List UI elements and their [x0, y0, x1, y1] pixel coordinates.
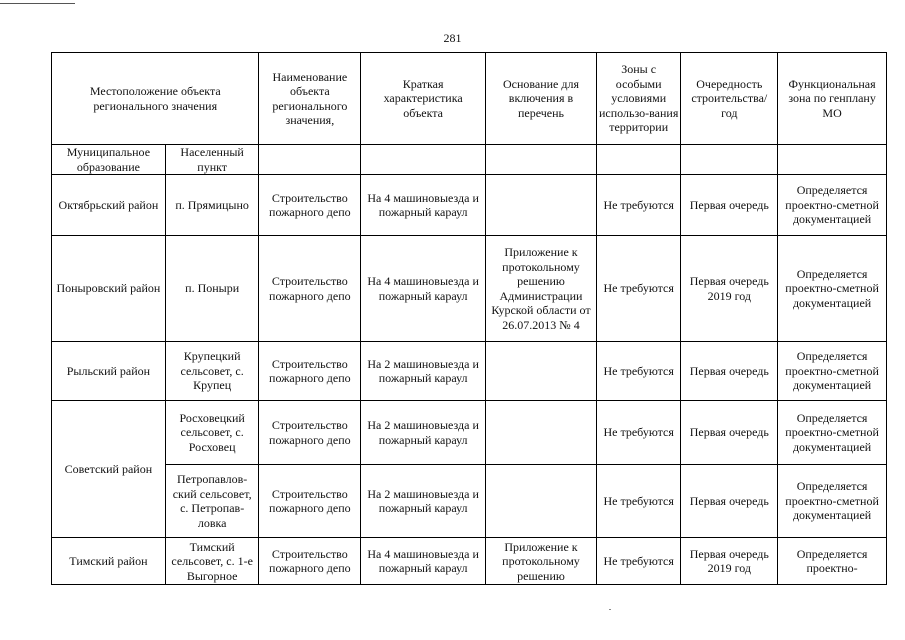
header-basis: Основание для включения в перечень [486, 53, 597, 145]
header-name: Наименование объекта регионального значения, [259, 53, 361, 145]
characteristic-cell: На 4 машиновыезда и пожарный караул [361, 236, 486, 342]
subheader-row [52, 145, 887, 175]
stage-cell: Первая очередь 2019 год [681, 538, 778, 585]
zone-cell: Определяется проектно-сметной документацией [778, 342, 887, 401]
object-name-cell: Строительство пожарного депо [259, 401, 361, 465]
zone-cell: Определяется проектно-сметной документацией [778, 465, 887, 538]
settlement-cell: Петропавлов-ский сельсовет, с. Петропав-ловка [165, 465, 259, 538]
subheader-municipality: Муниципальное образование [52, 145, 166, 175]
header-characteristic: Краткая характеристика объекта [361, 53, 486, 145]
stage-cell: Первая очередь [681, 401, 778, 465]
zone-cell: Определяется проектно-сметной документацией [778, 236, 887, 342]
header-stage: Очередность строительства/ год [681, 53, 778, 145]
zones-cell: Не требуются [596, 401, 681, 465]
basis-cell [486, 401, 597, 465]
municipality-cell: Рыльский район [52, 342, 166, 401]
characteristic-cell: На 4 машиновыезда и пожарный караул [361, 538, 486, 585]
header-row [52, 53, 887, 145]
stage-cell: Первая очередь [681, 342, 778, 401]
settlement-cell: п. Поныри [165, 236, 259, 342]
settlement-cell: Тимский сельсовет, с. 1-е Выгорное [171, 539, 253, 583]
municipality-cell: Советский район [52, 401, 166, 538]
header-location: Местоположение объекта регионального значения [52, 53, 259, 145]
characteristic-cell: На 2 машиновыезда и пожарный караул [361, 342, 486, 401]
page-number: 281 [443, 31, 462, 45]
municipality-cell: Тимский район [52, 538, 166, 585]
zones-cell: Не требуются [596, 538, 681, 585]
zone-cell: Определяется проектно- [796, 546, 868, 575]
municipality-cell: Октябрьский район [52, 175, 166, 236]
header-zone: Функциональная зона по генплану МО [778, 53, 887, 145]
basis-cell [486, 175, 597, 236]
object-name-cell: Строительство пожарного депо [259, 236, 361, 342]
stage-cell: Первая очередь [681, 465, 778, 538]
table-row [52, 175, 887, 236]
basis-cell [486, 342, 597, 401]
zones-cell: Не требуются [596, 342, 681, 401]
object-name-cell: Строительство пожарного депо [259, 342, 361, 401]
settlement-cell: Крупецкий сельсовет, с. Крупец [165, 342, 259, 401]
stage-cell: Первая очередь 2019 год [681, 236, 778, 342]
zones-cell: Не требуются [596, 236, 681, 342]
zone-cell: Определяется проектно-сметной документацией [778, 401, 887, 465]
top-rule [0, 3, 75, 4]
header-zones: Зоны с особыми условиями использо-вания территории [596, 53, 681, 145]
zone-cell: Определяется проектно-сметной документацией [778, 175, 887, 236]
table-row [52, 401, 887, 465]
object-name-cell: Строительство пожарного депо [269, 546, 351, 575]
characteristic-cell: На 2 машиновыезда и пожарный караул [361, 465, 486, 538]
zones-cell: Не требуются [596, 465, 681, 538]
table-row [52, 236, 887, 342]
object-name-cell: Строительство пожарного депо [259, 175, 361, 236]
basis-cell: Приложение к протокольному решению Администрации Курской области от 26.07.2013 № 4 [486, 236, 597, 342]
settlement-cell: Росховецкий сельсовет, с. Росховец [165, 401, 259, 465]
objects-table [51, 52, 887, 585]
characteristic-cell: На 4 машиновыезда и пожарный караул [361, 175, 486, 236]
subheader-settlement: Населенный пункт [165, 145, 259, 175]
table-row [52, 465, 887, 538]
table-row [52, 342, 887, 401]
object-name-cell: Строительство пожарного депо [259, 465, 361, 538]
settlement-cell: п. Прямицыно [165, 175, 259, 236]
zones-cell: Не требуются [596, 175, 681, 236]
characteristic-cell: На 2 машиновыезда и пожарный караул [361, 401, 486, 465]
basis-cell: Приложение к протокольному решению [502, 539, 580, 583]
municipality-cell: Поныровский район [52, 236, 166, 342]
table-row [52, 538, 887, 585]
stage-cell: Первая очередь [681, 175, 778, 236]
scan-speck [609, 609, 611, 610]
basis-cell [486, 465, 597, 538]
